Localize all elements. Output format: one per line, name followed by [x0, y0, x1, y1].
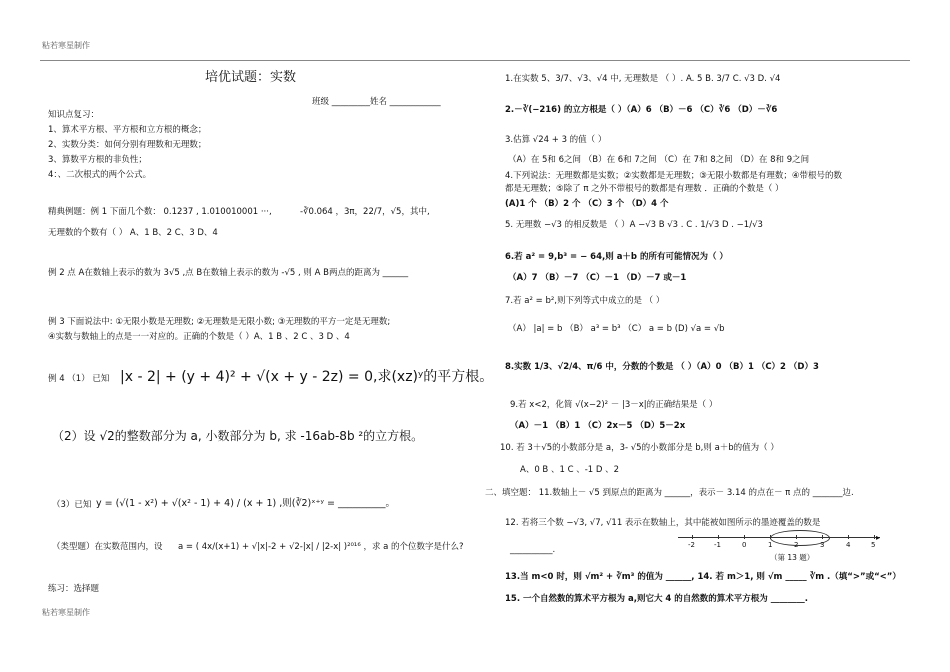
knowledge-item: 3、算数平方根的非负性；	[48, 155, 147, 165]
knowledge-title: 知识点复习：	[48, 110, 100, 120]
page-title: 培优试题：实数	[205, 70, 297, 85]
example-3-line-a: 例 3 下面说法中: ①无限小数是无理数; ②无理数是无限小数; ③无理数的平方一定是无理数;	[48, 317, 391, 327]
header-rule	[40, 60, 910, 61]
axis-label: 3	[820, 541, 825, 549]
question-9: 9.若 x<2，化简 √(x−2)² － |3－x|的正确结果是（ ）	[510, 400, 718, 410]
example-1-line-a: 精典例题：例 1 下面几个数： 0.1237 , 1.010010001 ···,	[48, 207, 272, 217]
question-1: 1.在实数 5、3/7、√3、√4 中, 无理数是 （ ）. A. 5 B. 3/7 C. √3 D. √4	[505, 74, 781, 84]
example-4-part-2: （2）设 √2的整数部分为 a, 小数部分为 b, 求 -16ab-8b ²的立方根。	[52, 429, 424, 443]
axis-label: -2	[688, 541, 695, 549]
question-6: 6.若 a² = 9,b³ = − 64,则 a＋b 的所有可能情况为（ ）	[505, 252, 728, 262]
question-10-options: A、0 B 、1 C 、-1 D 、2	[520, 465, 620, 475]
question-3: 3.估算 √24 + 3 的值（ ）	[505, 135, 607, 145]
question-9-options: （A）－1 （B）1 （C）2x－5 （D）5－2x	[510, 421, 686, 431]
axis-label: -1	[714, 541, 721, 549]
example-3-line-b: ④实数与数轴上的点是一一对应的。正确的个数是（ ）A、1 B 、2 C 、3 D 、4	[48, 332, 350, 342]
question-12: 12. 若将三个数 −√3, √7, √11 表示在数轴上，其中能被如图所示的墨迹覆盖的数是	[505, 518, 821, 528]
type-question-label: （类型题）在实数范围内，设	[52, 542, 163, 552]
example-2: 例 2 点 A在数轴上表示的数为 3√5 ,点 B在数轴上表示的数为 -√5 , 则 A B两点的距离为 ______	[48, 268, 409, 278]
type-question-expression: a = ( 4x/(x+1) + √|x|-2 + √2-|x| / |2-x| )²⁰¹⁶ ，求 a 的个位数字是什么?	[178, 542, 464, 552]
question-6-options: （A）7 （B）－7 （C）－1 （D）－7 或－1	[508, 273, 687, 283]
axis-tick	[874, 535, 875, 539]
example-4-label: 例 4 （1） 已知	[48, 374, 110, 384]
example-4-expression: |x - 2| + (y + 4)² + √(x + y - 2z) = 0,求(xz)ʸ的平方根。	[120, 369, 494, 385]
axis-tick	[692, 535, 693, 539]
question-2: 2.－∛(−216) 的立方根是（ ）（A）6 （B）－6 （C）∛6 （D）－∛6	[505, 105, 778, 115]
question-5: 5. 无理数 −√3 的相反数是 （ ）A −√3 B √3 . C . 1/√3 D . −1/√3	[505, 220, 763, 230]
question-15: 15. 一个自然数的算术平方根为 a,则它大 4 的自然数的算术平方根为 ________.	[505, 594, 808, 604]
knowledge-item: 4：、二次根式的两个公式。	[48, 170, 152, 180]
axis-label: 0	[742, 541, 747, 549]
fill-in-heading: 二、填空题： 11.数轴上－ √5 到原点的距离为 ______，表示－ 3.14 的点在－ π 点的 _______边.	[485, 488, 854, 498]
axis-tick	[718, 535, 719, 539]
example-1-options: 无理数的个数有（ ） A、1 B、2 C、3 D、4	[48, 228, 218, 238]
axis-tick	[744, 535, 745, 539]
question-10: 10. 若 3＋√5的小数部分是 a，3- √5的小数部分是 b,则 a＋b的值为（ ）	[500, 443, 779, 453]
axis-label: 2	[794, 541, 799, 549]
brand-label-top: 粘若寒星制作	[42, 41, 90, 50]
axis-label: 4	[846, 541, 851, 549]
brand-label-bottom: 粘若寒星制作	[42, 608, 90, 617]
question-4-line-b: 都是无理数；⑤除了 π 之外不带根号的数都是有理数 ．正确的个数是（ ）	[505, 184, 784, 194]
question-8: 8.实数 1/3、√2/4、π/6 中，分数的个数是 （ ）（A）0 （B）1 （C）2 （D）3	[505, 362, 819, 372]
knowledge-item: 1、算术平方根、平方根和立方根的概念；	[48, 125, 207, 135]
axis-label: 1	[768, 541, 773, 549]
question-3-options: （A）在 5和 6之间 （B）在 6和 7之间 （C）在 7和 8之间 （D）在 8和 9之间	[508, 155, 810, 165]
question-4-line-a: 4.下列说法：无理数都是实数；②实数都是无理数；③无限小数都是有理数；④带根号的数	[505, 171, 842, 181]
axis-tick	[848, 535, 849, 539]
question-7-options: （A） |a| = b （B） a³ = b³ （C） a = b (D) √a = √b	[508, 324, 725, 334]
question-7: 7.若 a² = b²,则下列等式中成立的是 （ ）	[505, 296, 665, 306]
question-13-14: 13.当 m<0 时，则 √m² + ∛m³ 的值为 ______, 14. 若 m＞1, 则 √m _____ ∛m .（填“>”或“<”）	[505, 572, 901, 582]
class-name-line: 班级 _________姓名 ____________	[312, 97, 441, 107]
example-4-part-3-expression: y = (√(1 - x²) + √(x² - 1) + 4) / (x + 1) ,则(∛2)ˣ⁺ʸ = __________。	[96, 498, 396, 509]
axis-label: 5	[871, 541, 876, 549]
knowledge-item: 2、实数分类：如何分别有理数和无理数；	[48, 140, 207, 150]
question-4-options: (A)1 个 （B）2 个 （C）3 个 （D）4 个	[505, 199, 669, 209]
question-12-blank: __________.	[510, 545, 556, 555]
example-1-line-b: -∛0.064 ，3π，22/7，√5，其中,	[300, 207, 430, 217]
number-line-figure	[678, 528, 888, 568]
example-4-part-3-label: （3）已知	[52, 500, 92, 510]
arrow-right-icon: ▸	[876, 533, 881, 542]
practice-heading: 练习：选择题	[48, 584, 100, 594]
figure-caption: （第 13 题）	[770, 553, 815, 562]
